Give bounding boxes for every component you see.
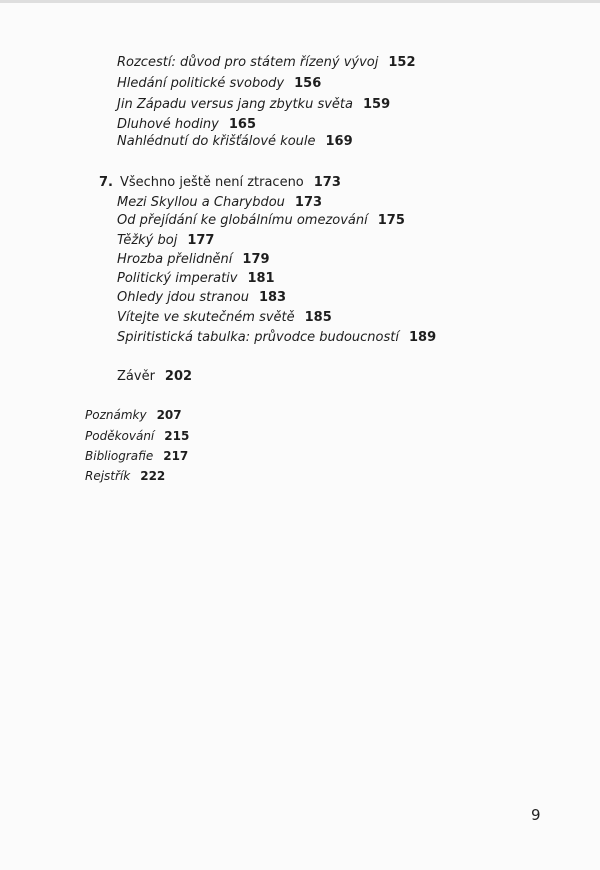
toc-entry [117, 231, 214, 251]
toc-entry-page: 165 [228, 117, 257, 132]
toc-entry [117, 269, 275, 289]
toc-entry-title: Bibliografie [85, 449, 154, 463]
toc-entry [117, 132, 353, 152]
toc-entry [117, 250, 270, 270]
back-matter-entry [85, 466, 165, 486]
back-matter-entry [85, 426, 189, 446]
toc-entry-title: Rozcestí: důvod pro státem řízený vývoj [117, 55, 379, 70]
toc-entry-page: 175 [377, 213, 405, 228]
toc-entry [117, 193, 322, 213]
toc-entry-title: Rejstřík [85, 469, 131, 483]
toc-entry-page: 215 [164, 429, 190, 443]
toc-entry-page: 169 [325, 134, 353, 149]
toc-entry [117, 53, 416, 73]
toc-entry-title: Nahlédnutí do křišťálové koule [117, 134, 316, 149]
toc-entry-title: Spiritistická tabulka: průvodce budoucností [117, 330, 399, 345]
toc-entry-page: 181 [247, 271, 275, 286]
toc-entry-page: 156 [294, 76, 322, 91]
toc-entry [117, 308, 332, 328]
toc-entry [117, 95, 390, 115]
chapter-page: 173 [313, 175, 341, 190]
toc-entry-title: Ohledy jdou stranou [117, 290, 249, 305]
toc-entry-page: 222 [140, 469, 166, 483]
chapter-number: 7. [99, 175, 113, 190]
toc-entry-page: 189 [408, 330, 437, 345]
toc-entry-title: Poděkování [85, 429, 155, 443]
toc-entry-title: Závěr [117, 369, 155, 384]
toc-entry-title: Poznámky [85, 408, 147, 422]
toc-entry-title: Těžký boj [117, 233, 178, 248]
toc-entry-title: Vítejte ve skutečném světě [117, 310, 295, 325]
toc-entry-title: Dluhové hodiny [117, 117, 219, 132]
toc-entry-title: Mezi Skyllou a Charybdou [117, 195, 285, 210]
toc-entry-title: Politický imperativ [117, 271, 238, 286]
toc-entry-page: 202 [164, 369, 193, 384]
back-matter-entry [85, 446, 188, 466]
conclusion-entry [117, 367, 192, 387]
toc-entry-page: 177 [187, 233, 215, 248]
page-number: 9 [531, 806, 541, 824]
toc-entry-page: 179 [242, 252, 270, 267]
toc-entry-title: Hledání politické svobody [117, 76, 285, 91]
toc-entry [117, 288, 286, 308]
toc-entry-page: 173 [294, 195, 323, 210]
toc-entry-title: Hrozba přelidnění [117, 252, 233, 267]
toc-entry [117, 74, 321, 94]
toc-entry-page: 159 [362, 97, 391, 112]
toc-entry-title: Jin Západu versus jang zbytku světa [117, 97, 353, 112]
toc-entry-page: 217 [163, 449, 189, 463]
chapter-heading [99, 173, 341, 193]
chapter-title: Všechno ještě není ztraceno [119, 175, 304, 190]
toc-entry [117, 211, 405, 231]
toc-entry-title: Od přejídání ke globálnímu omezování [117, 213, 368, 228]
toc-entry-page: 152 [388, 55, 416, 70]
toc-entry-page: 185 [304, 310, 332, 325]
toc-entry-page: 207 [156, 408, 182, 422]
toc-entry [117, 328, 436, 348]
page-top-edge [0, 0, 600, 3]
toc-entry-page: 183 [258, 290, 287, 305]
back-matter-entry [85, 405, 182, 425]
